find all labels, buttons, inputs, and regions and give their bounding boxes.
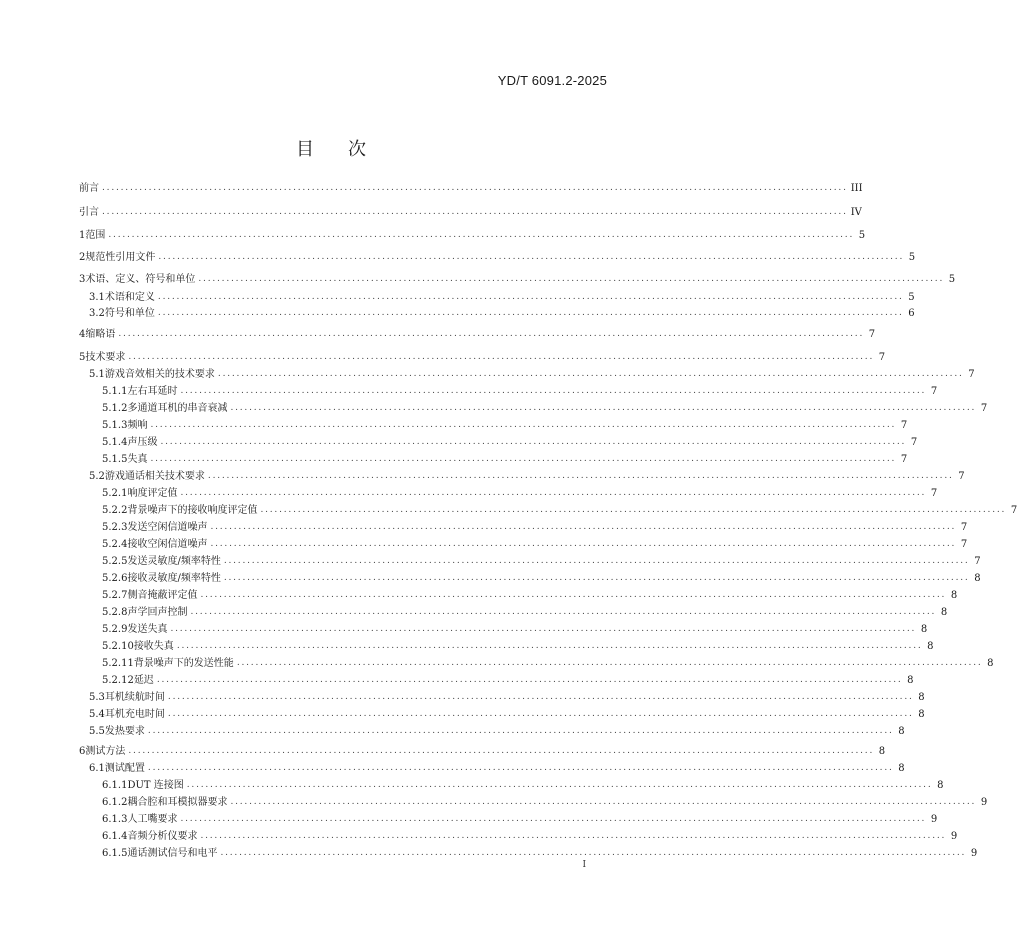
toc-entry-label: 技术要求 <box>85 352 126 363</box>
toc-entry[interactable] <box>102 779 944 792</box>
toc-dot-leader: ................................................................................................................................................................ <box>167 692 914 702</box>
toc-entry-label: 声学回声控制 <box>127 607 188 618</box>
toc-entry-label: 符号和单位 <box>104 308 155 319</box>
toc-title-left: 目 <box>296 139 314 160</box>
toc-entry[interactable] <box>79 206 862 219</box>
toc-entry-label: 发热要求 <box>104 726 145 737</box>
toc-entry-label: 接收空闲信道噪声 <box>127 539 208 550</box>
toc-entry[interactable] <box>79 351 886 364</box>
toc-entry[interactable] <box>102 555 981 568</box>
toc-entry-label: 测试配置 <box>104 763 145 774</box>
toc-dot-leader: ................................................................................................................................................................ <box>230 403 977 413</box>
toc-entry-page: 8 <box>918 709 925 720</box>
toc-entry-page: 6 <box>908 308 915 319</box>
toc-entry-page: IV <box>850 207 862 218</box>
toc-entry-page: 8 <box>878 746 886 757</box>
toc-entry[interactable] <box>79 328 876 341</box>
toc-entry-page: 8 <box>898 763 905 774</box>
toc-entry[interactable] <box>102 538 968 551</box>
toc-dot-leader: ................................................................................................................................................................ <box>102 183 848 193</box>
toc-entry[interactable] <box>89 708 925 721</box>
toc-dot-leader: ................................................................................................................................................................ <box>150 420 897 430</box>
toc-dot-leader: ................................................................................................................................................................ <box>207 471 954 481</box>
toc-entry[interactable] <box>102 402 988 415</box>
toc-entry-page: 8 <box>937 780 944 791</box>
toc-entry-number: 5.2.2 <box>102 505 128 516</box>
toc-entry-page: 9 <box>930 814 938 825</box>
toc-entry-number: 3.2 <box>89 308 105 319</box>
toc-entry[interactable] <box>79 745 886 758</box>
toc-dot-leader: ................................................................................................................................................................ <box>210 522 957 532</box>
toc-entry-label: 发送空闲信道噪声 <box>127 522 208 533</box>
toc-entry-page: 7 <box>910 437 918 448</box>
toc-entry[interactable] <box>102 487 938 500</box>
toc-entry-label: 接收失真 <box>133 641 174 652</box>
toc-entry-page: 7 <box>980 403 988 414</box>
toc-entry-label: 人工嘴要求 <box>127 814 178 825</box>
toc-dot-leader: ................................................................................................................................................................ <box>186 780 933 790</box>
toc-entry-label: 耳机充电时间 <box>104 709 165 720</box>
toc-entry[interactable] <box>89 307 915 320</box>
toc-entry[interactable] <box>102 419 908 432</box>
toc-entry-label: 耳机续航时间 <box>104 692 165 703</box>
toc-entry-number: 5.1.2 <box>102 403 128 414</box>
toc-entry-label: 背景噪声下的发送性能 <box>133 658 234 669</box>
toc-entry-number: 5.2.9 <box>102 624 128 635</box>
toc-entry-label: 频响 <box>127 420 148 431</box>
toc-entry[interactable] <box>79 251 916 264</box>
toc-entry-label: 通话测试信号和电平 <box>127 848 218 859</box>
toc-entry[interactable] <box>102 657 994 670</box>
toc-entry-label: 发送失真 <box>127 624 168 635</box>
toc-dot-leader: ................................................................................................................................................................ <box>158 252 905 262</box>
toc-entry-number: 5.2.6 <box>102 573 128 584</box>
toc-dot-leader: ................................................................................................................................................................ <box>230 797 977 807</box>
toc-dot-leader: ................................................................................................................................................................ <box>157 292 904 302</box>
footer-page-number: I <box>582 860 586 870</box>
toc-entry-page: 9 <box>950 831 958 842</box>
toc-entry-label: 规范性引用文件 <box>85 252 156 263</box>
toc-entry[interactable] <box>89 762 905 775</box>
toc-entry-page: 7 <box>968 369 975 380</box>
toc-entry[interactable] <box>89 470 965 483</box>
toc-entry-label: DUT 连接图 <box>127 780 184 791</box>
toc-entry[interactable] <box>89 291 915 304</box>
toc-entry[interactable] <box>102 572 981 585</box>
toc-entry-number: 6 <box>79 746 86 757</box>
toc-dot-leader: ................................................................................................................................................................ <box>170 624 917 634</box>
toc-entry-label: 声压级 <box>127 437 158 448</box>
toc-entry-label: 失真 <box>127 454 148 465</box>
document-code: YD/T 6091.2-2025 <box>497 73 607 88</box>
toc-entry-label: 响度评定值 <box>127 488 178 499</box>
toc-entry-label: 侧音掩蔽评定值 <box>127 590 198 601</box>
toc-entry[interactable] <box>102 521 968 534</box>
toc-entry-number: 5.4 <box>89 709 105 720</box>
toc-entry-page: 5 <box>908 292 915 303</box>
toc-entry[interactable] <box>89 691 925 704</box>
toc-entry-number: 5.2.12 <box>102 675 134 686</box>
toc-entry[interactable] <box>102 674 914 687</box>
toc-entry-page: 8 <box>920 624 928 635</box>
toc-entry[interactable] <box>102 796 988 809</box>
toc-dot-leader: ................................................................................................................................................................ <box>118 329 865 339</box>
toc-entry-label: 引言 <box>79 207 99 218</box>
toc-title <box>0 135 662 161</box>
toc-entry-label: 延迟 <box>133 675 154 686</box>
toc-dot-leader: ................................................................................................................................................................ <box>180 488 927 498</box>
toc-entry-page: 7 <box>900 454 908 465</box>
toc-entry-label: 测试方法 <box>85 746 126 757</box>
toc-entry-page: 7 <box>960 539 968 550</box>
toc-entry-number: 5.5 <box>89 726 105 737</box>
toc-dot-leader: ................................................................................................................................................................ <box>102 207 848 217</box>
toc-entry-page: 8 <box>950 590 958 601</box>
toc-entry[interactable] <box>102 436 918 449</box>
toc-entry-number: 6.1.3 <box>102 814 128 825</box>
toc-dot-leader: ................................................................................................................................................................ <box>210 539 957 549</box>
toc-entry[interactable] <box>102 606 948 619</box>
toc-dot-leader: ................................................................................................................................................................ <box>200 831 947 841</box>
toc-entry-page: III <box>850 183 863 194</box>
toc-entry[interactable] <box>102 830 958 843</box>
toc-entry-label: 左右耳延时 <box>127 386 178 397</box>
toc-entry-page: 7 <box>1010 505 1017 516</box>
toc-dot-leader: ................................................................................................................................................................ <box>147 726 894 736</box>
toc-entry[interactable] <box>89 368 975 381</box>
toc-entry-page: 8 <box>940 607 948 618</box>
toc-dot-leader: ................................................................................................................................................................ <box>220 848 967 858</box>
toc-entry-page: 5 <box>908 252 916 263</box>
toc-entry-number: 6.1.5 <box>102 848 128 859</box>
toc-entry[interactable] <box>89 725 905 738</box>
toc-dot-leader: ................................................................................................................................................................ <box>128 746 875 756</box>
toc-dot-leader: ................................................................................................................................................................ <box>180 814 927 824</box>
toc-entry[interactable] <box>102 385 938 398</box>
toc-entry[interactable] <box>79 273 956 286</box>
toc-entry-number: 5.2.1 <box>102 488 128 499</box>
toc-entry-page: 8 <box>898 726 905 737</box>
toc-entry-page: 8 <box>918 692 925 703</box>
toc-entry-label: 多通道耳机的串音衰减 <box>127 403 228 414</box>
toc-dot-leader: ................................................................................................................................................................ <box>157 308 904 318</box>
toc-entry-label: 音频分析仪要求 <box>127 831 198 842</box>
toc-entry[interactable] <box>79 182 863 195</box>
toc-entry-page: 8 <box>974 573 981 584</box>
toc-dot-leader: ................................................................................................................................................................ <box>260 505 1007 515</box>
toc-dot-leader: ................................................................................................................................................................ <box>180 386 927 396</box>
toc-entry-label: 发送灵敏度/频率特性 <box>127 556 221 567</box>
toc-entry-page: 7 <box>930 488 938 499</box>
toc-entry-number: 5.2.3 <box>102 522 128 533</box>
toc-entry-page: 8 <box>907 675 914 686</box>
toc-entry-number: 6.1.2 <box>102 797 128 808</box>
toc-entry-page: 8 <box>987 658 994 669</box>
toc-entry-page: 7 <box>878 352 886 363</box>
toc-entry-number: 2 <box>79 252 86 263</box>
toc-dot-leader: ................................................................................................................................................................ <box>108 230 855 240</box>
toc-entry-number: 5.2.8 <box>102 607 128 618</box>
toc-entry-page: 7 <box>974 556 981 567</box>
toc-entry-number: 5.1.4 <box>102 437 128 448</box>
toc-entry-number: 5.1 <box>89 369 105 380</box>
toc-dot-leader: ................................................................................................................................................................ <box>150 454 897 464</box>
toc-entry-label: 接收灵敏度/频率特性 <box>127 573 221 584</box>
toc-entry-number: 5.1.1 <box>102 386 128 397</box>
toc-entry-number: 5.1.5 <box>102 454 128 465</box>
toc-dot-leader: ................................................................................................................................................................ <box>147 763 894 773</box>
toc-entry-number: 1 <box>79 230 86 241</box>
toc-dot-leader: ................................................................................................................................................................ <box>217 369 964 379</box>
toc-title-right: 次 <box>348 139 366 160</box>
toc-entry[interactable] <box>102 453 908 466</box>
toc-dot-leader: ................................................................................................................................................................ <box>190 607 937 617</box>
toc-dot-leader: ................................................................................................................................................................ <box>236 658 983 668</box>
toc-entry-page: 9 <box>980 797 988 808</box>
toc-entry-page: 7 <box>930 386 938 397</box>
toc-entry-number: 5.3 <box>89 692 105 703</box>
toc-entry-label: 游戏通话相关技术要求 <box>104 471 205 482</box>
toc-entry[interactable] <box>102 847 978 860</box>
toc-dot-leader: ................................................................................................................................................................ <box>198 274 945 284</box>
toc-entry-number: 6.1 <box>89 763 105 774</box>
toc-dot-leader: ................................................................................................................................................................ <box>156 675 903 685</box>
toc-entry[interactable] <box>102 640 934 653</box>
toc-entry-page: 7 <box>960 522 968 533</box>
toc-entry-page: 9 <box>970 848 978 859</box>
toc-entry-page: 7 <box>900 420 908 431</box>
toc-entry-label: 术语、定义、符号和单位 <box>85 274 196 285</box>
toc-entry-number: 3.1 <box>89 292 105 303</box>
toc-entry-label: 前言 <box>79 183 99 194</box>
toc-entry-page: 7 <box>868 329 876 340</box>
toc-dot-leader: ................................................................................................................................................................ <box>160 437 907 447</box>
toc-entry-label: 背景噪声下的接收响度评定值 <box>127 505 258 516</box>
toc-dot-leader: ................................................................................................................................................................ <box>176 641 923 651</box>
toc-entry-number: 5 <box>79 352 86 363</box>
toc-entry-label: 游戏音效相关的技术要求 <box>104 369 215 380</box>
toc-entry[interactable] <box>102 623 928 636</box>
toc-entry-number: 5.1.3 <box>102 420 128 431</box>
toc-dot-leader: ................................................................................................................................................................ <box>200 590 947 600</box>
toc-dot-leader: ................................................................................................................................................................ <box>223 556 970 566</box>
toc-entry-number: 5.2.10 <box>102 641 134 652</box>
toc-entry[interactable] <box>102 504 1017 517</box>
toc-entry-number: 5.2 <box>89 471 105 482</box>
toc-entry-label: 范围 <box>85 230 106 241</box>
toc-entry-number: 5.2.7 <box>102 590 128 601</box>
toc-entry-page: 7 <box>958 471 965 482</box>
toc-entry-number: 5.2.4 <box>102 539 128 550</box>
toc-entry-number: 6.1.4 <box>102 831 128 842</box>
toc-entry-label: 术语和定义 <box>104 292 155 303</box>
toc-dot-leader: ................................................................................................................................................................ <box>167 709 914 719</box>
toc-dot-leader: ................................................................................................................................................................ <box>223 573 970 583</box>
toc-entry-label: 耦合腔和耳模拟器要求 <box>127 797 228 808</box>
toc-entry-number: 5.2.5 <box>102 556 128 567</box>
toc-entry-number: 5.2.11 <box>102 658 134 669</box>
toc-entry-page: 8 <box>927 641 934 652</box>
toc-dot-leader: ................................................................................................................................................................ <box>128 352 875 362</box>
toc-entry-number: 6.1.1 <box>102 780 128 791</box>
toc-entry-label: 缩略语 <box>85 329 116 340</box>
toc-entry-number: 3 <box>79 274 86 285</box>
toc-entry-page: 5 <box>948 274 956 285</box>
toc-entry[interactable] <box>102 589 958 602</box>
toc-entry-page: 5 <box>858 230 866 241</box>
toc-entry-number: 4 <box>79 329 86 340</box>
toc-entry[interactable] <box>79 229 866 242</box>
toc-entry[interactable] <box>102 813 938 826</box>
